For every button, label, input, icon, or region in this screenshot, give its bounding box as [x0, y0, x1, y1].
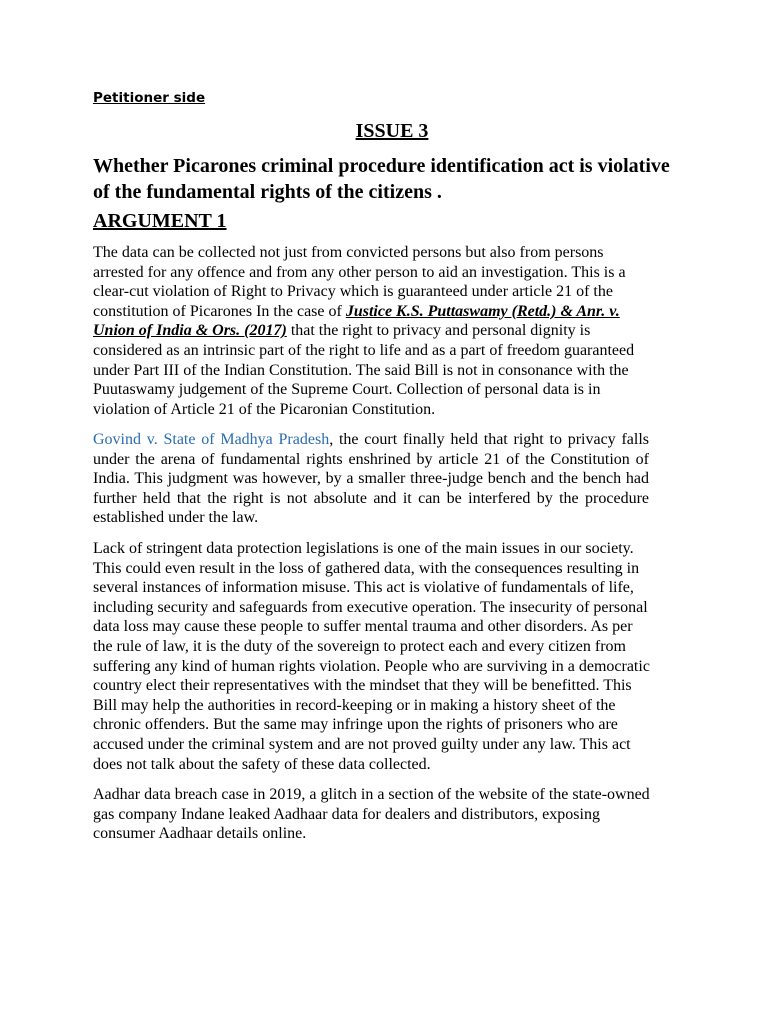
issue-heading: ISSUE 3: [355, 120, 429, 142]
argument-heading: ARGUMENT 1: [93, 210, 227, 232]
paragraph-aadhar-breach: Aadhar data breach case in 2019, a glitch in a section of the website of the state-owned gas company Indane leaked Aadhaar data for dealers and distributors, exposing consumer Aadhaar details online.: [93, 786, 650, 843]
side-label: Petitioner side: [93, 90, 206, 106]
govind-case-link[interactable]: Govind v. State of Madhya Pradesh: [93, 431, 330, 448]
paragraph-text: The data can be collected not just from convicted persons but also from persons arrested for any offence and from any other person to aid an investigation. This is a clear-cut violation of Right to Privacy which is guaranteed under article 21 of the constitution of Picarones In the case of: [93, 244, 626, 320]
issue-question: Whether Picarones criminal procedure identification act is violative of the fundamental rights of the citizens .: [93, 155, 670, 203]
paragraph-text: , the court finally held that right to privacy falls under the arena of fundamental rights enshrined by article 21 of the Constitution of India. This judgment was however, by a smaller three-judge bench and the bench had further held that the right is not absolute and it can be interfered by the procedure established under the law.: [93, 431, 649, 527]
paragraph-data-protection: Lack of stringent data protection legislations is one of the main issues in our society. This could even result in the loss of gathered data, with the consequences resulting in several instances of information misuse. This act is violative of fundamentals of life, including security and safeguards from executive operation. The insecurity of personal data loss may cause these people to suffer mental trauma and other disorders. As per the rule of law, it is the duty of the sovereign to protect each and every citizen from suffering any kind of human rights violation. People who are surviving in a democratic country elect their representatives with the mindset that they will be benefitted. This Bill may help the authorities in record-keeping or in making a history sheet of the chronic offenders. But the same may infringe upon the rights of prisoners who are accused under the criminal system and are not proved guilty under any law. This act does not talk about the safety of these data collected.: [93, 540, 650, 773]
case-citation-puttaswamy: Justice K.S. Puttaswamy (Retd.) & Anr. v. Union of India & Ors. (2017): [93, 302, 620, 340]
paragraph-govind-case: [93, 430, 649, 528]
paragraph-text: that the right to privacy and personal dignity is considered as an intrinsic part of the right to life and as a part of freedom guaranteed under Part III of the Indian Constitution. The said Bill is not in consonance with the Puutaswamy judgement of the Supreme Court. Collection of personal data is in violation of Article 21 of the Picaronian Constitution.: [93, 322, 635, 418]
paragraph-privacy-violation: [93, 243, 653, 419]
